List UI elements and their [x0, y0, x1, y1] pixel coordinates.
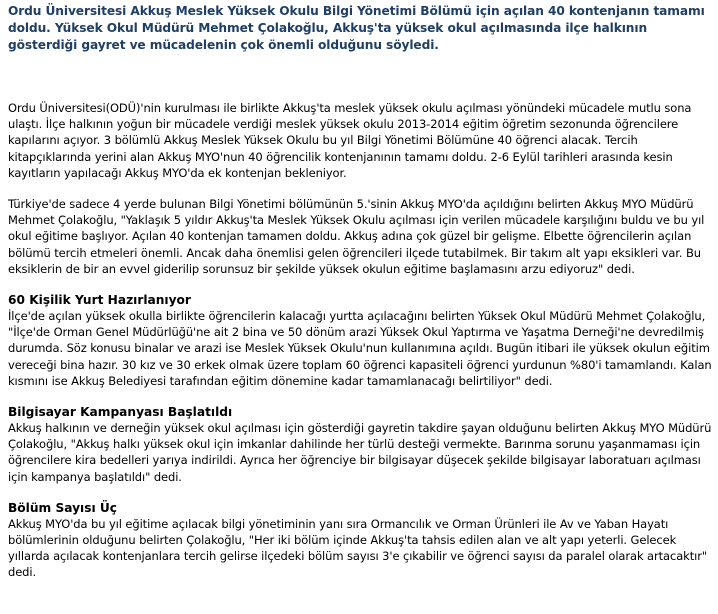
article-lead: Ordu Üniversitesi Akkuş Meslek Yüksek Okulu Bilgi Yönetimi Bölümü için açılan 40 kontenjanın tamamı doldu. Yüksek Okul Müdürü Mehmet Çolakoğlu, Akkuş'ta yüksek okul açılmasında ilçe halkının gösterdiği gayret ve mücadelenin çok önemli olduğunu söyledi. — [8, 4, 705, 52]
section-heading: 60 Kişilik Yurt Hazırlanıyor — [8, 293, 191, 308]
section-text: Akkuş MYO'da bu yıl eğitime açılacak bilgi yönetiminin yanı sıra Ormancılık ve Orman Ürünleri ile Av ve Yaban Hayatı bölümlerinin olduğunu belirten Çolakoğlu, "Her iki bölüm içinde Akkuş'ta tahsis edilen alan ve alt yapı yeterli. Gelecek yıllarda açılacak kontenjanlara tercih gelirse ilçedeki bölüm sayısı 3'e çıkabilir ve öğrenci sayısı da paralel olarak artacaktır" dedi. — [8, 516, 708, 580]
section-heading: Bölüm Sayısı Üç — [8, 500, 118, 515]
article-paragraph: Ordu Üniversitesi(ODÜ)'nin kurulması ile birlikte Akkuş'ta meslek yüksek okulu açılması yönündeki mücadele mutlu sona ulaştı. İlçe halkının yoğun bir mücadele verdiği meslek yüksek okulu 2013-2014 eğitim öğretim sezonunda öğrencilere kapılarını açıyor. 3 bölümlü Akkuş Meslek Yüksek Okulu bu yıl Bilgi Yönetimi Bölümüne 40 öğrenci alacak. Tercih kitapçıklarında yerini alan Akkuş MYO'nun 40 öğrencilik kontenjanının tamamı doldu. 2-6 Eylül tarihleri arasında kesin kayıtların yapılacağı Akkuş MYO'da ek kontenjan bekleniyor. — [8, 101, 692, 180]
article-section-computer-campaign — [8, 404, 712, 485]
section-heading: Bilgisayar Kampanyası Başlatıldı — [8, 405, 233, 420]
section-text: Akkuş halkının ve derneğin yüksek okul açılması için gösterdiği gayretin takdire şayan olduğunu belirten Akkuş MYO Müdürü Çolakoğlu, "Akkuş halkı yüksek okul için imkanlar dahilinde her türlü desteği vermekte. Barınma sorunu yaşanmaması için öğrencilere kira bedelleri yarıya indirildi. Ayrıca her öğrenciye bir bilgisayar düşecek şekilde bilgisayar laboratuarı açılması için kampanya başlatıldı" dedi. — [8, 421, 712, 484]
article-paragraph: Türkiye'de sadece 4 yerde bulunan Bilgi Yönetimi bölümünün 5.'sinin Akkuş MYO'da açıldığını belirten Akkuş MYO Müdürü Mehmet Çolakoğlu, "Yaklaşık 5 yıldır Akkuş'ta Meslek Yüksek Okulu açılması için verilen mücadele karşılığını buldu ve bu yıl okul eğitime başlıyor. Açılan 40 kontenjan tamamen doldu. Akkuş adına çok güzel bir gelişme. Elbette öğrencilerin açılan bölümü tercih etmeleri önemli. Ancak daha önemlisi gelen öğrencileri ilçede tutabilmek. Bir takım alt yapı eksikleri var. Bu eksiklerin de bir an evvel giderilip sorunsuz bir şekilde yüksek okulun eğitime başlamasını arzu ediyoruz" dedi. — [8, 197, 705, 276]
section-text: İlçe'de açılan yüksek okulla birlikte öğrencilerin kalacağı yurtta açılacağını belirten Yüksek Okul Müdürü Mehmet Çolakoğlu, "İlçe'de Orman Genel Müdürlüğü'ne ait 2 bina ve 50 dönüm arazi Yüksek Okul Yaptırma ve Yaşatma Derneği'ne devredilmiş durumda. Söz konusu binalar ve arazi ise Meslek Yüksek Okulu'nun kullanımına açıldı. Bugün itibari ile yüksek okulun eğitim vereceği bina hazır. 30 kız ve 30 erkek olmak üzere toplam 60 öğrenci kapasiteli öğrenci yurdunun %80'i tamamlandı. Kalan kısmını ise Akkuş Belediyesi tarafından eğitim dönemine kadar tamamlanacağı belirtiliyor" dedi. — [8, 309, 712, 388]
article-section-departments — [8, 500, 712, 581]
article-section-dormitory — [8, 292, 712, 389]
